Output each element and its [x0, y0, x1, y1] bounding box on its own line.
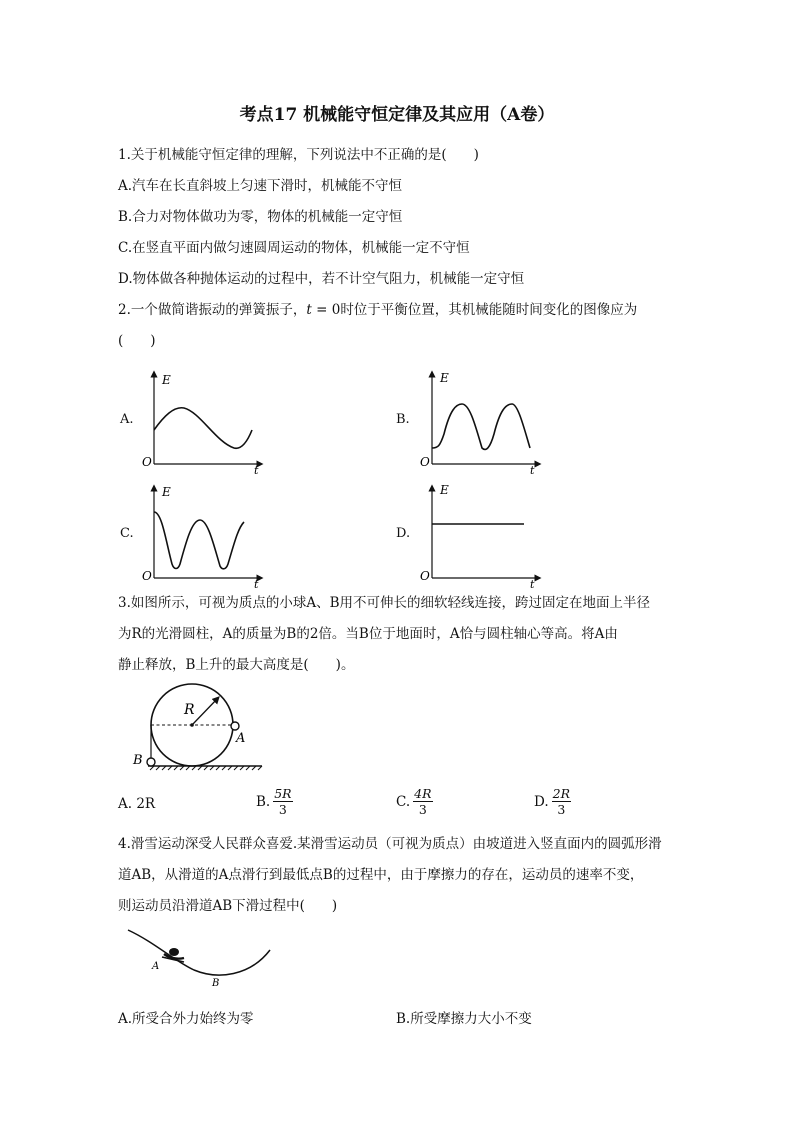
x-axis-label: t	[530, 578, 535, 591]
y-axis-label: E	[440, 483, 449, 497]
q4-ski-track-figure	[124, 924, 278, 990]
ball-b	[147, 758, 155, 766]
y-axis-label: E	[162, 485, 171, 499]
q3-option-a: A. 2R	[118, 796, 156, 812]
y-axis-label: E	[162, 373, 171, 387]
q1-option-d: D.物体做各种抛体运动的过程中，若不计空气阻力，机械能一定守恒	[118, 271, 525, 287]
q1-option-b: B.合力对物体做功为零，物体的机械能一定守恒	[118, 209, 403, 225]
point-a-label: A	[152, 961, 160, 972]
q2-graph-label-d: D.	[396, 526, 411, 541]
skier-icon	[162, 948, 184, 962]
q1-stem: 1.关于机械能守恒定律的理解，下列说法中不正确的是( )	[118, 147, 479, 163]
q3-stem-line2: 为R的光滑圆柱，A的质量为B的2倍。当B位于地面时，A恰与圆柱轴心等高。将A由	[118, 626, 618, 642]
q3-option-d: D. $\frac{2R}{3}$	[534, 786, 571, 817]
q4-option-a: A.所受合外力始终为零	[118, 1011, 254, 1027]
q2-graph-label-a: A.	[120, 412, 134, 427]
q2-graph-b	[418, 368, 548, 476]
origin-label: O	[142, 569, 152, 583]
y-axis-label: E	[440, 371, 449, 385]
q2-graph-d	[418, 482, 548, 590]
ski-track	[128, 930, 270, 975]
radius-arrow	[192, 698, 218, 725]
x-axis-label: t	[530, 464, 535, 477]
origin-label: O	[420, 455, 430, 469]
q4-stem-line1: 4.滑雪运动深受人民群众喜爱.某滑雪运动员（可视为质点）由坡道进入竖直面内的圆弧形滑	[118, 836, 662, 852]
q4-stem-line2: 道AB，从滑道的A点滑行到最低点B的过程中，由于摩擦力的存在，运动员的速率不变，	[118, 867, 644, 883]
q1-option-c: C.在竖直平面内做匀速圆周运动的物体，机械能一定不守恒	[118, 240, 470, 256]
origin-label: O	[142, 455, 152, 469]
q2-stem-line2: ( )	[118, 333, 156, 349]
ball-a	[231, 722, 239, 730]
q1-option-a: A.汽车在长直斜坡上匀速下滑时，机械能不守恒	[118, 178, 403, 194]
energy-curve	[154, 408, 252, 449]
x-axis-label: t	[254, 464, 259, 477]
q2-graph-label-b: B.	[396, 412, 410, 427]
page-title: 考点17 机械能守恒定律及其应用（A卷）	[239, 105, 555, 125]
q4-stem-line3: 则运动员沿滑道AB下滑过程中( )	[118, 898, 338, 914]
point-b-label: B	[212, 978, 220, 989]
q2-graph-a	[140, 368, 270, 476]
q2-graph-label-c: C.	[120, 526, 134, 541]
q3-option-c: C. $\frac{4R}{3}$	[396, 786, 432, 817]
q3-stem-line1: 3.如图所示，可视为质点的小球A、B用不可伸长的细软轻线连接，跨过固定在地面上半径	[118, 595, 651, 611]
ball-b-label: B	[133, 753, 143, 768]
q3-cylinder-figure	[128, 680, 268, 776]
ball-a-label: A	[236, 731, 246, 746]
energy-curve	[432, 404, 530, 449]
q2-graph-c	[140, 482, 270, 590]
q3-option-b: B. $\frac{5R}{3}$	[256, 786, 292, 817]
q3-stem-line3: 静止释放，B上升的最大高度是( )。	[118, 657, 355, 673]
energy-curve	[154, 512, 244, 569]
radius-label: R	[184, 702, 195, 718]
q2-stem: 2.一个做简谐振动的弹簧振子，t = 0时位于平衡位置，其机械能随时间变化的图像应为	[118, 302, 638, 318]
origin-label: O	[420, 569, 430, 583]
x-axis-label: t	[254, 578, 259, 591]
q4-option-b: B.所受摩擦力大小不变	[396, 1011, 532, 1027]
